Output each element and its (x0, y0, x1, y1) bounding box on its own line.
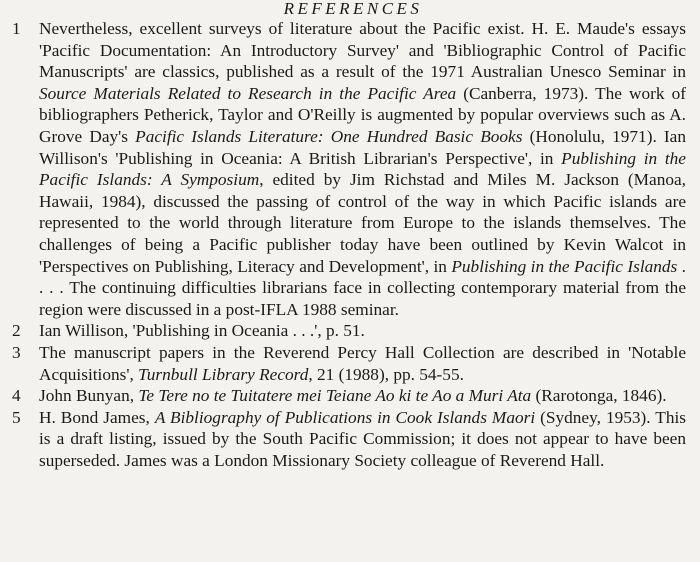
reference-1 (12, 18, 694, 320)
reference-text (39, 407, 694, 472)
reference-number: 1 (12, 19, 21, 38)
ref-text-part: The manuscript papers in the Reverend Percy Hall Collection are described in 'Notable Acquisitions', (39, 342, 686, 384)
reference-2 (12, 320, 694, 342)
ref-italic-title: Te Tere no te Tuitatere mei Teiane Ao ki te Ao a Muri Ata (138, 386, 532, 406)
ref-italic-title: A Bibliography of Publications in Cook Islands Maori (154, 407, 536, 427)
reference-number: 4 (12, 386, 21, 406)
ref-italic-title: Publishing in the Pacific Islands: A Symposium (39, 148, 686, 190)
ref-italic-title: Pacific Islands Literature: One Hundred Basic Books (135, 126, 523, 146)
reference-text (39, 320, 694, 342)
ref-italic-title: Source Materials Related to Research in the Pacific Area (39, 83, 457, 103)
reference-number: 3 (12, 342, 21, 362)
ref-text-part: (Sydney, 1953). This is a draft listing, issued by the South Pacific Commission; it does not appear to have been superseded. James was a London Missionary Society colleague of Reverend Hall. (39, 407, 686, 470)
reference-3 (12, 342, 694, 385)
reference-5 (12, 407, 694, 472)
reference-number: 5 (12, 407, 21, 427)
ref-text-part: (Canberra, 1973). The work of bibliographers Petherick, Taylor and O'Reilly is augmented by popular overviews such as A. Grove Day's (39, 83, 687, 146)
ref-italic-title: Publishing in the Pacific Islands (451, 256, 678, 276)
ref-text-part: John Bunyan, (39, 386, 139, 406)
ref-text-part: , 21 (1988), pp. 54-55. (308, 364, 464, 384)
ref-italic-title: Turnbull Library Record (138, 364, 309, 384)
reference-text (39, 342, 694, 385)
reference-text (39, 18, 694, 320)
ref-text-part: H. Bond James, (39, 407, 155, 427)
ref-text-part: . . . . The continuing difficulties librarians face in collecting contemporary material from the region were discussed in a post-IFLA 1988 seminar. (39, 256, 687, 319)
reference-4 (12, 385, 694, 407)
references-heading: REFERENCES (283, 0, 423, 18)
ref-text-part: Ian Willison, 'Publishing in Oceania . . .', p. 51. (39, 321, 365, 341)
ref-text-part: Nevertheless, excellent surveys of literature about the Pacific exist. H. E. Maude's essays 'Pacific Documentation: An Introductory Survey' and 'Bibliographic Control of Pacific Manuscripts' are classics, published as a result of the 1971 Australian Unesco Seminar in (39, 19, 686, 82)
ref-text-part: , edited by Jim Richstad and Miles M. Jackson (Manoa, Hawaii, 1984), discussed the passing of control of the way in which Pacific islands are represented to the world through literature from Europe to the islands themselves. The challenges of being a Pacific publisher today have been outlined by Kevin Walcot in 'Perspectives on Publishing, Literacy and Development', in (39, 170, 686, 276)
reference-text (39, 385, 694, 407)
ref-text-part: (Rarotonga, 1846). (531, 386, 667, 406)
ref-text-part: (Honolulu, 1971). Ian Willison's 'Publishing in Oceania: A British Librarian's Perspective', in (39, 126, 686, 168)
reference-number: 2 (12, 321, 21, 341)
